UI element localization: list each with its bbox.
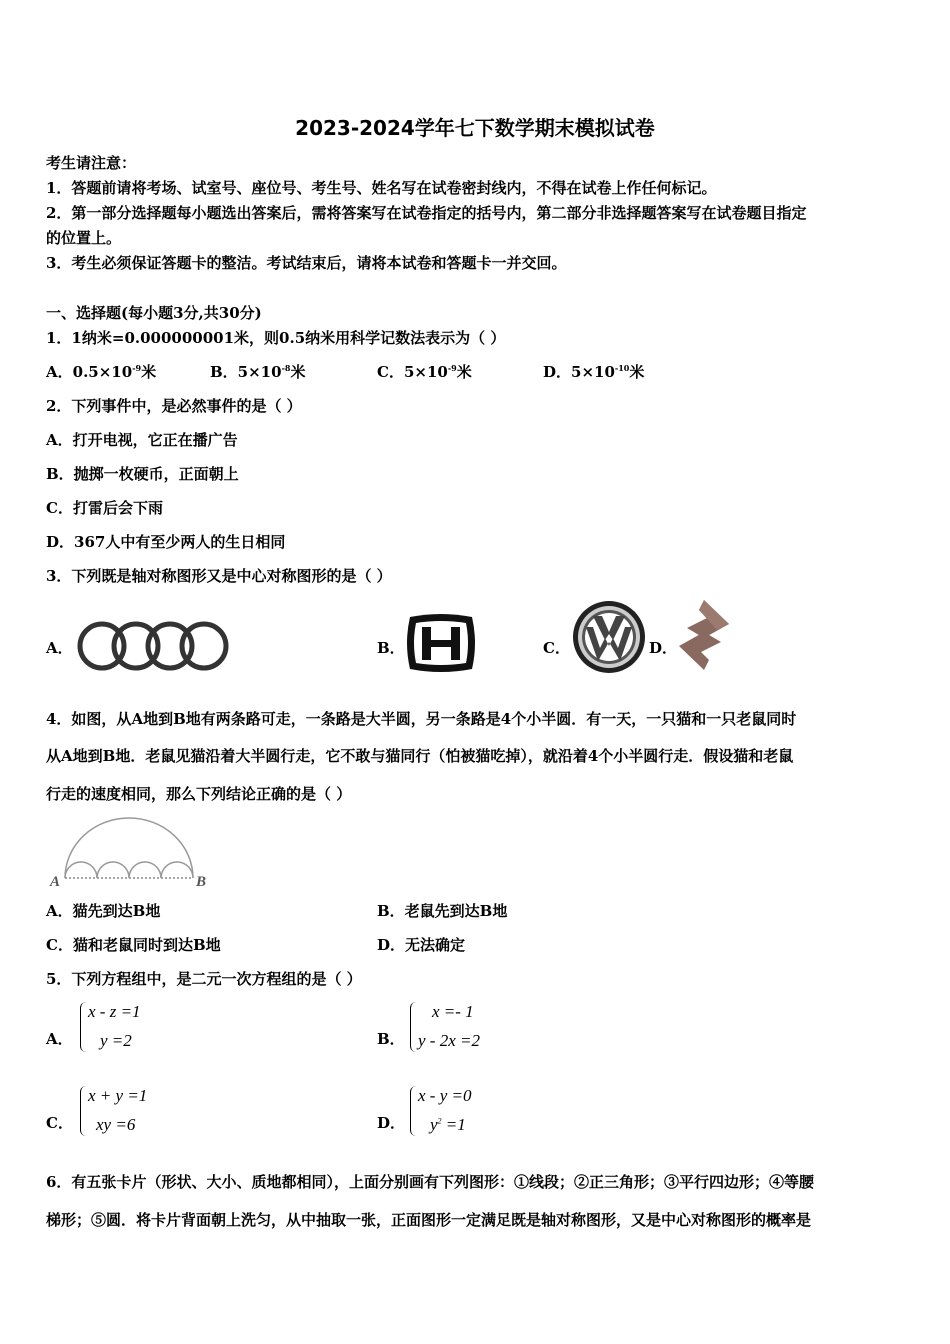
q2-option-a: A．打开电视，它正在播广告	[46, 431, 238, 449]
q4-option-d: D．无法确定	[377, 936, 466, 954]
q4-option-c: C．猫和老鼠同时到达B地	[46, 936, 221, 954]
q3-label-d: D．	[649, 639, 678, 657]
q2-stem: 2．下列事件中，是必然事件的是（ ）	[46, 397, 302, 415]
q5-a-eq2: y =2	[100, 1031, 132, 1050]
q1-option-d: D．$5\times 10^{-10}$米	[543, 363, 645, 381]
figure-label-b: B	[196, 874, 207, 890]
q3-label-a: A．	[46, 639, 73, 657]
q2-option-c: C．打雷后会下雨	[46, 499, 163, 517]
q5-d-brace	[410, 1086, 417, 1136]
q4-option-a: A．猫先到达B地	[46, 902, 161, 920]
q4-stem-line-3: 行走的速度相同，那么下列结论正确的是（ ）	[46, 785, 352, 803]
notice-item-1: 1．答题前请将考场、试室号、座位号、考生号、姓名写在试卷密封线内，不得在试卷上作任何标记。	[46, 179, 717, 197]
section-heading: 一、选择题(每小题3分,共30分)	[46, 304, 262, 322]
q3-stem: 3．下列既是轴对称图形又是中心对称图形的是（ ）	[46, 567, 392, 585]
q4-option-b: B．老鼠先到达B地	[377, 902, 508, 920]
q6-stem-line-2: 梯形；⑤圆．将卡片背面朝上洗匀，从中抽取一张，正面图形一定满足既是轴对称图形，又是中心对称图形的概率是	[46, 1211, 812, 1229]
q5-b-eq2: y - 2x =2	[418, 1031, 480, 1050]
q5-label-d: D．	[377, 1114, 406, 1132]
q3-label-b: B．	[377, 639, 405, 657]
honda-logo	[404, 613, 478, 673]
suzuki-logo	[677, 598, 731, 672]
q5-c-brace	[80, 1086, 87, 1136]
q2-option-b: B．抛掷一枚硬币，正面朝上	[46, 465, 239, 483]
q5-stem: 5．下列方程组中，是二元一次方程组的是（ ）	[46, 970, 362, 988]
q4-stem-line-1: 4．如图，从A地到B地有两条路可走，一条路是大半圆，另一条路是4个小半圆．有一天，一只猫和一只老鼠同时	[46, 710, 797, 728]
q5-b-eq1: x =- 1	[432, 1002, 474, 1021]
notice-item-2: 2．第一部分选择题每小题选出答案后，需将答案写在试卷指定的括号内，第二部分非选择题答案写在试卷题目指定	[46, 204, 807, 222]
q2-option-d: D．367人中有至少两人的生日相同	[46, 533, 286, 551]
q3-label-c: C．	[543, 639, 570, 657]
page-title: 2023-2024学年七下数学期末模拟试卷	[295, 116, 655, 140]
notice-heading: 考生请注意：	[46, 154, 137, 172]
q5-d-eq2: $y^2 =1$	[430, 1115, 466, 1134]
notice-item-2-cont: 的位置上。	[46, 229, 122, 247]
q5-a-eq1: x - z =1	[88, 1002, 141, 1021]
q5-label-c: C．	[46, 1114, 73, 1132]
semicircle-figure	[48, 812, 218, 892]
q5-label-a: A．	[46, 1030, 73, 1048]
figure-label-a: A	[50, 874, 61, 890]
q1-option-b: B．$5\times 10^{-8}$米	[210, 363, 306, 381]
q1-option-c: C．$5\times 10^{-9}$米	[377, 363, 472, 381]
q5-b-brace	[410, 1002, 417, 1052]
q1-option-a: A．$0.5\times 10^{-9}$米	[46, 363, 157, 381]
q5-a-brace	[80, 1002, 87, 1052]
notice-item-3: 3．考生必须保证答题卡的整洁。考试结束后，请将本试卷和答题卡一并交回。	[46, 254, 567, 272]
q5-c-eq1: x + y =1	[88, 1086, 148, 1105]
q5-d-eq1: x - y =0	[418, 1086, 472, 1105]
q6-stem-line-1: 6．有五张卡片（形状、大小、质地都相同），上面分别画有下列图形：①线段；②正三角形；③平行四边形；④等腰	[46, 1173, 814, 1191]
audi-rings-logo	[76, 620, 231, 672]
q5-label-b: B．	[377, 1030, 405, 1048]
q5-c-eq2: xy =6	[96, 1115, 136, 1134]
volkswagen-logo	[572, 600, 646, 674]
q1-stem: 1．1纳米=0.000000001米，则0.5纳米用科学记数法表示为（ ）	[46, 329, 506, 347]
q4-stem-line-2: 从A地到B地．老鼠见猫沿着大半圆行走，它不敢与猫同行（怕被猫吃掉），就沿着4个小半圆行走．假设猫和老鼠	[46, 747, 794, 765]
